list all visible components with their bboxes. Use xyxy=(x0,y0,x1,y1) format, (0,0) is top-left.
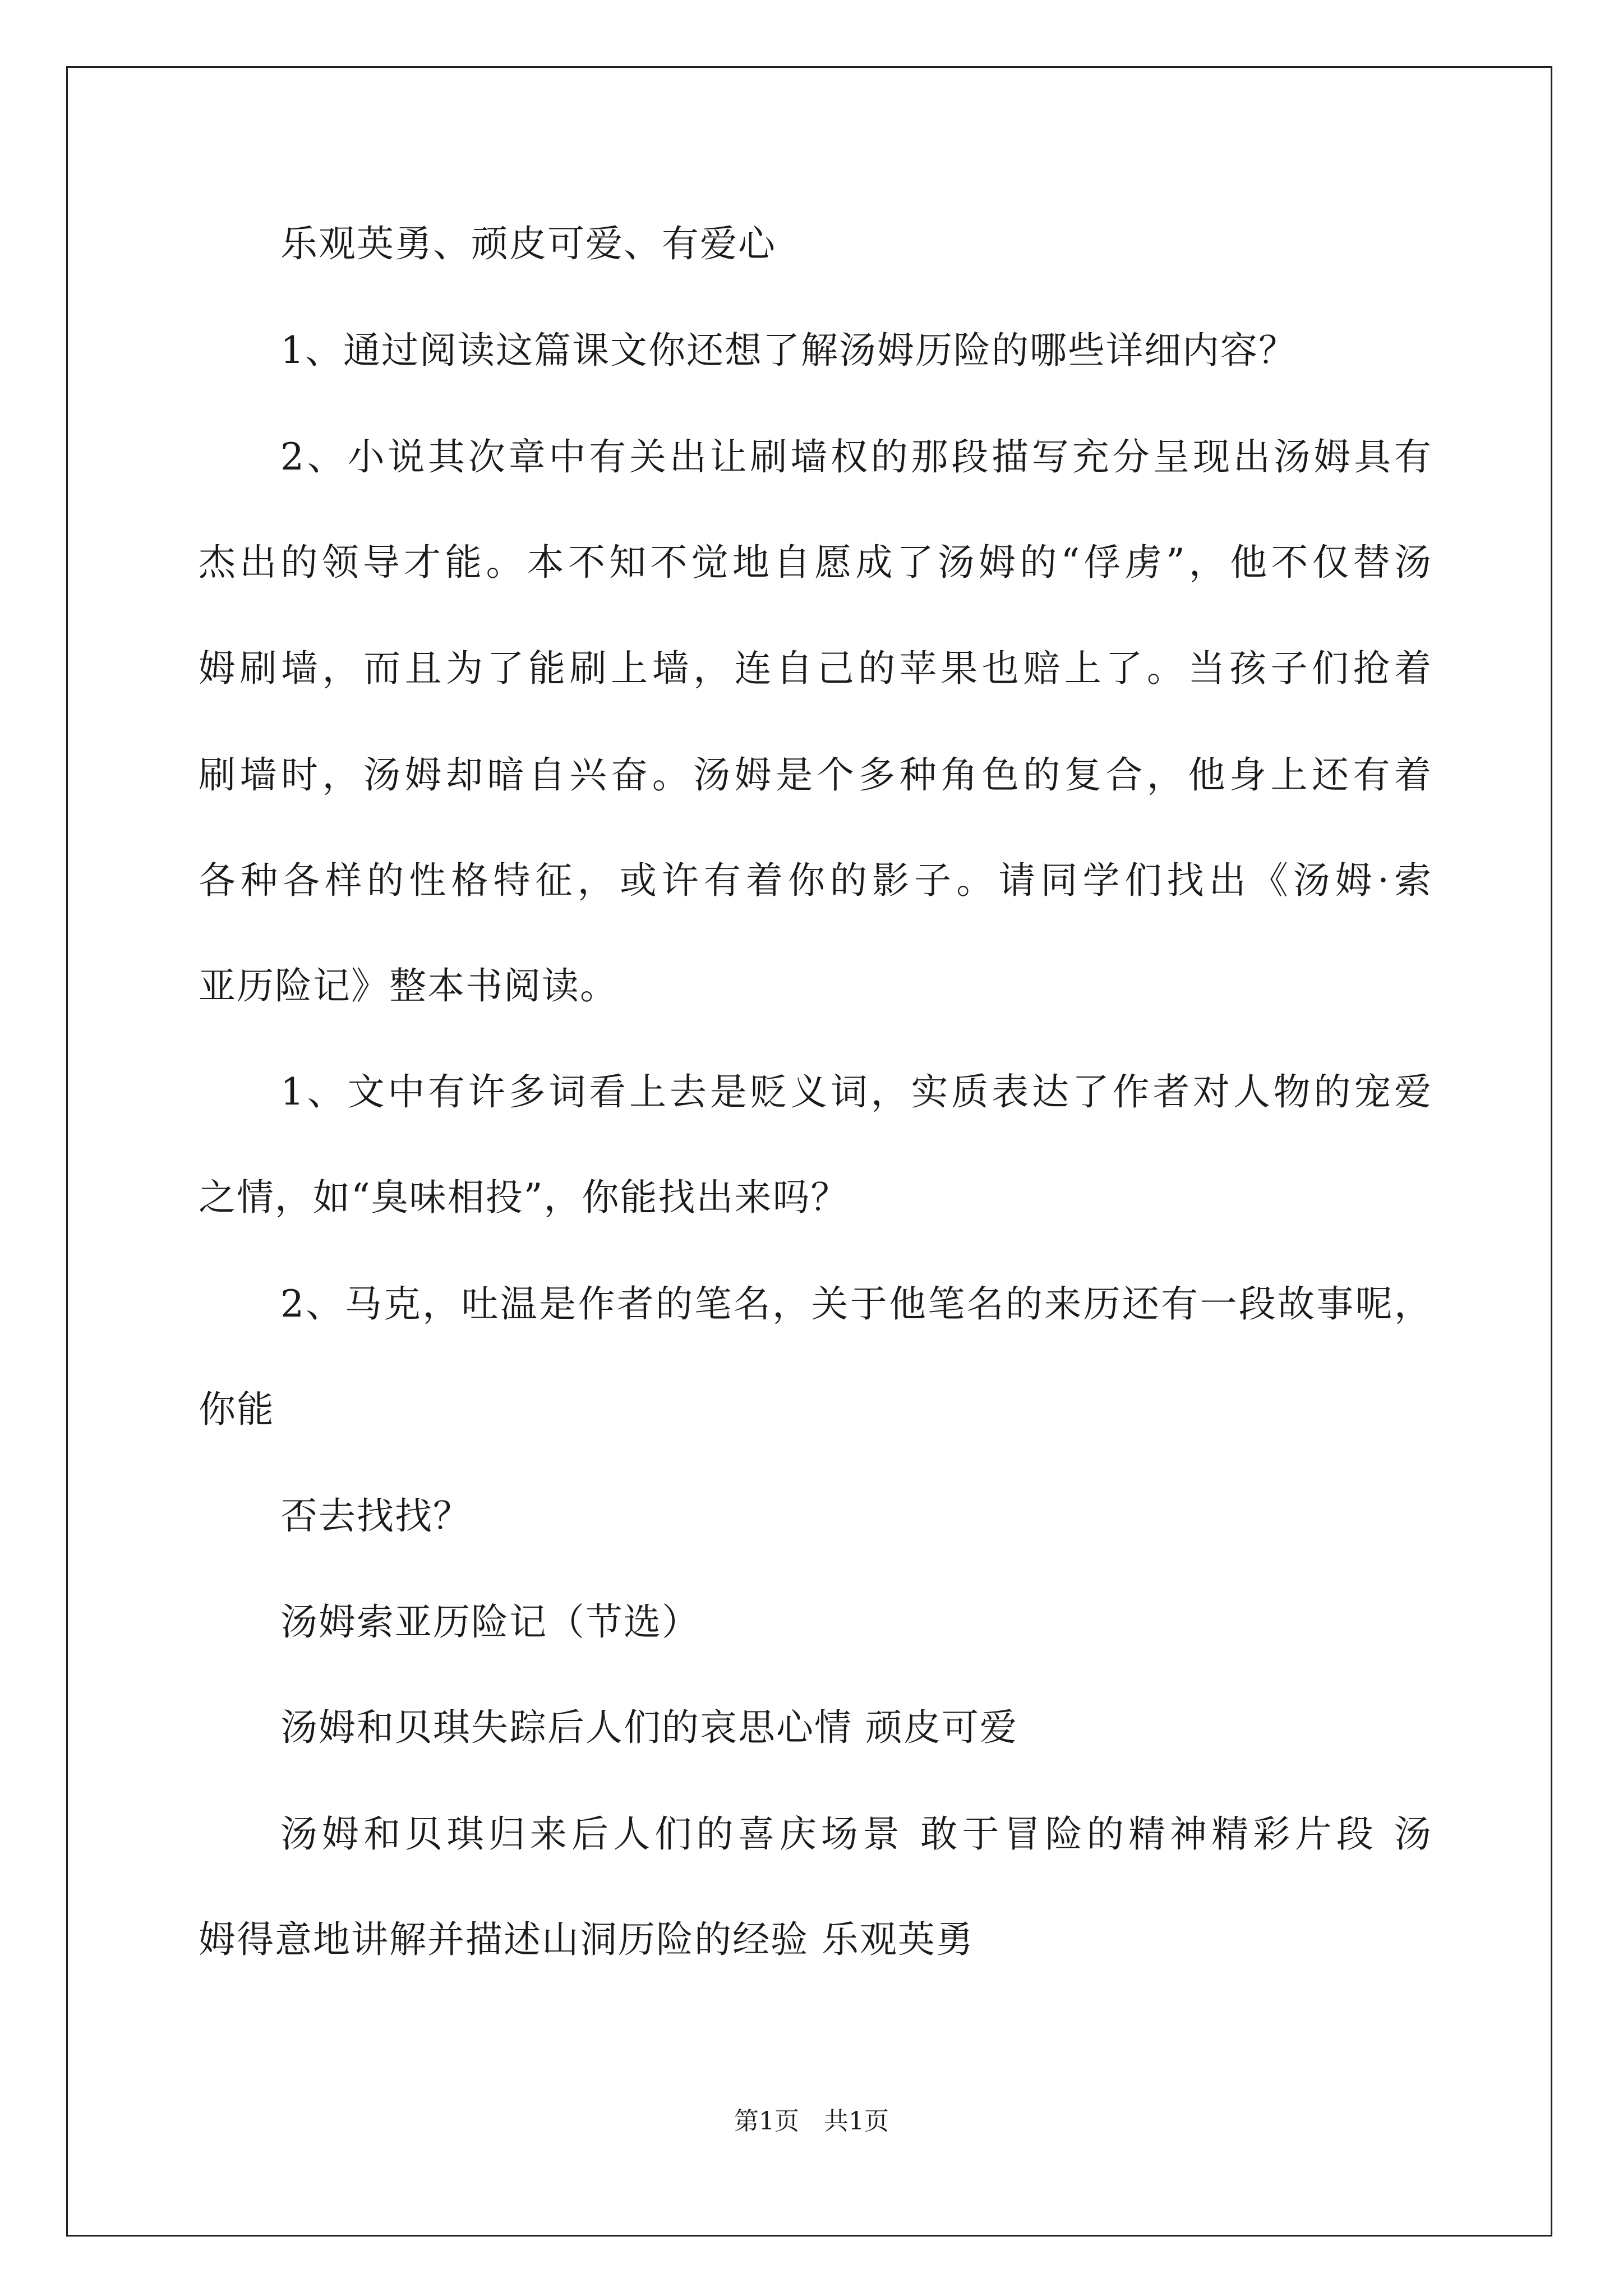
text-line: 刷墙时，汤姆却暗自兴奋。汤姆是个多种角色的复合，他身上还有着 xyxy=(199,753,1432,797)
text-line: 亚历险记》整本书阅读。 xyxy=(199,964,618,1007)
text-line: 汤姆和贝琪失踪后人们的哀思心情 顽皮可爱 xyxy=(280,1706,1018,1749)
text-line: 2、小说其次章中有关出让刷墙权的那段描写充分呈现出汤姆具有 xyxy=(280,435,1432,478)
text-line: 姆得意地讲解并描述山洞历险的经验 乐观英勇 xyxy=(199,1918,974,1961)
text-line: 乐观英勇、顽皮可爱、有爱心 xyxy=(280,222,776,265)
page-border xyxy=(66,66,1552,2237)
text-line: 1、文中有许多词看上去是贬义词，实质表达了作者对人物的宠爱 xyxy=(280,1070,1432,1114)
text-line: 汤姆索亚历险记（节选） xyxy=(280,1600,700,1644)
text-line: 之情，如“臭味相投”，你能找出来吗？ xyxy=(199,1176,849,1219)
text-line: 汤姆和贝琪归来后人们的喜庆场景 敢于冒险的精神精彩片段 汤 xyxy=(280,1812,1432,1856)
text-line: 你能 xyxy=(199,1388,275,1431)
page-number: 第1页 共1页 xyxy=(734,2107,889,2136)
text-line: 2、马克，吐温是作者的笔名，关于他笔名的来历还有一段故事呢， xyxy=(280,1282,1432,1326)
text-line: 各种各样的性格特征，或许有着你的影子。请同学们找出《汤姆·索 xyxy=(199,859,1432,902)
text-line: 姆刷墙，而且为了能刷上墙，连自己的苹果也赔上了。当孩子们抢着 xyxy=(199,647,1432,690)
text-line: 1、通过阅读这篇课文你还想了解汤姆历险的哪些详细内容？ xyxy=(280,329,1297,372)
text-line: 杰出的领导才能。本不知不觉地自愿成了汤姆的“俘虏”，他不仅替汤 xyxy=(199,541,1432,584)
text-line: 否去找找？ xyxy=(280,1494,471,1538)
